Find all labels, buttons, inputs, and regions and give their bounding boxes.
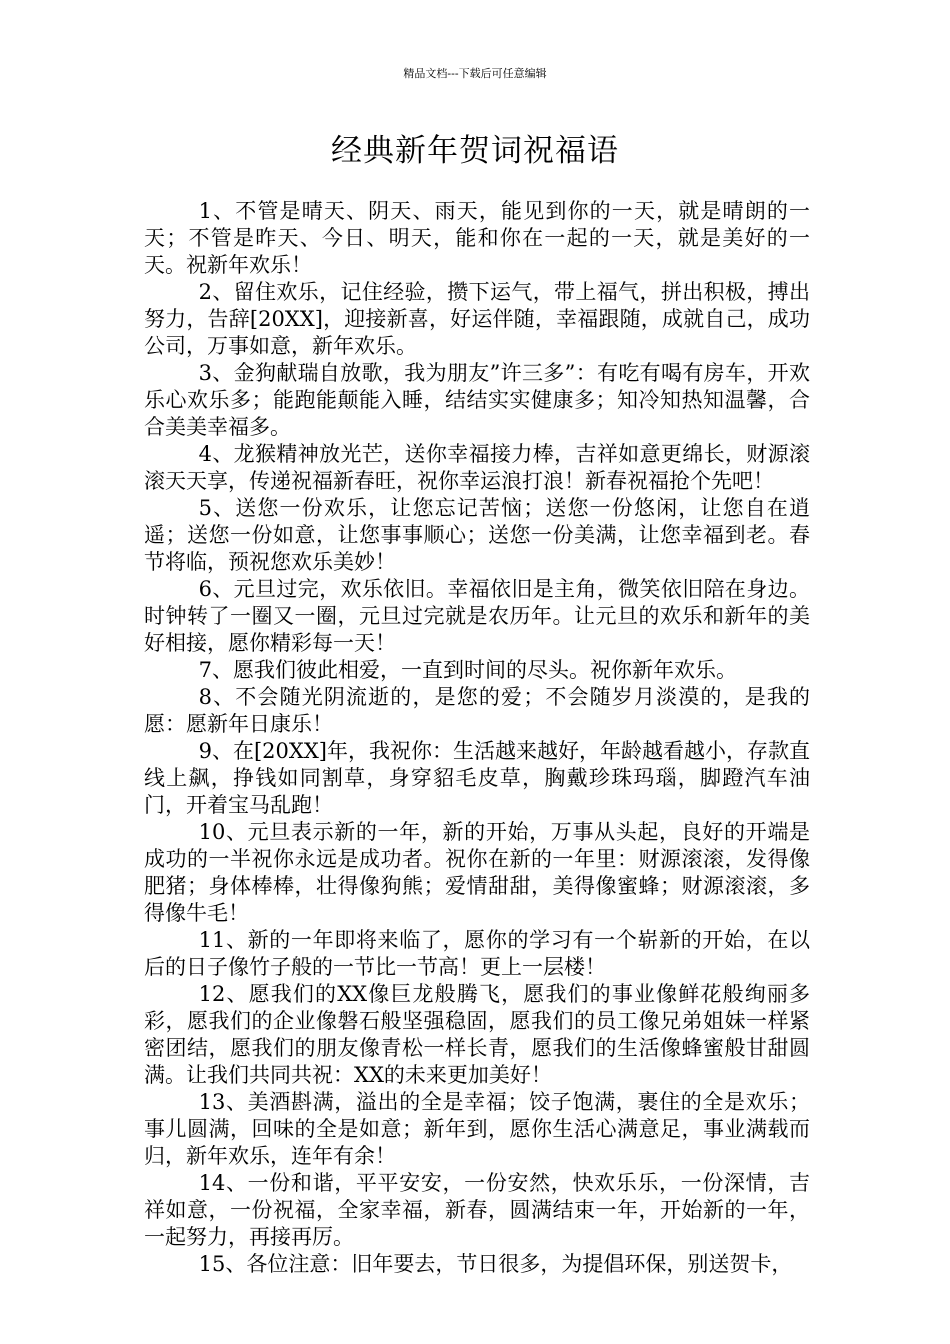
paragraph-5: 5、送您一份欢乐，让您忘记苦恼；送您一份悠闲，让您自在逍遥；送您一份如意，让您事事顺心；送您一份美满，让您幸福到老。春节将临，预祝您欢乐美妙！ — [144, 496, 810, 574]
paragraph-10: 10、元旦表示新的一年，新的开始，万事从头起，良好的开端是成功的一半祝你永远是成功者。祝你在新的一年里：财源滚滚，发得像肥猪；身体棒棒，壮得像狗熊；爱情甜甜，美得像蜜蜂；财源滚滚，多得像牛毛！ — [144, 820, 810, 925]
paragraph-15: 15、各位注意：旧年要去，节日很多，为提倡环保，别送贺卡， — [198, 1252, 793, 1276]
paragraph-12: 12、愿我们的XX像巨龙般腾飞，愿我们的事业像鲜花般绚丽多彩，愿我们的企业像磐石般坚强稳固，愿我们的员工像兄弟姐妹一样紧密团结，愿我们的朋友像青松一样长青，愿我们的生活像蜂蜜般甘甜圆满。让我们共同共祝：XX的未来更加美好！ — [144, 982, 810, 1087]
document-body — [144, 198, 810, 1278]
paragraph-11: 11、新的一年即将来临了，愿你的学习有一个崭新的开始，在以后的日子像竹子般的一节比一节高！更上一层楼！ — [144, 928, 810, 979]
paragraph-7: 7、愿我们彼此相爱，一直到时间的尽头。祝你新年欢乐。 — [198, 658, 737, 682]
document-title: 经典新年贺词祝福语 — [331, 133, 619, 169]
page-header-note: 精品文档---下载后可任意编辑 — [403, 67, 547, 80]
paragraph-2: 2、留住欢乐，记住经验，攒下运气，带上福气，拼出积极，搏出努力，告辞[20XX]，迎接新喜，好运伴随，幸福跟随，成就自己，成功公司，万事如意，新年欢乐。 — [144, 280, 810, 358]
paragraph-13: 13、美酒斟满，溢出的全是幸福；饺子饱满，裹住的全是欢乐；事儿圆满，回味的全是如意；新年到，愿你生活心满意足，事业满载而归，新年欢乐，连年有余！ — [144, 1090, 810, 1168]
paragraph-14: 14、一份和谐，平平安安，一份安然，快欢乐乐，一份深情，吉祥如意，一份祝福，全家幸福，新春，圆满结束一年，开始新的一年，一起努力，再接再厉。 — [144, 1171, 810, 1249]
paragraph-9: 9、在[20XX]年，我祝你：生活越来越好，年龄越看越小，存款直线上飙，挣钱如同割草，身穿貂毛皮草，胸戴珍珠玛瑙，脚蹬汽车油门，开着宝马乱跑！ — [144, 739, 810, 817]
paragraph-3: 3、金狗献瑞自放歌，我为朋友”许三多”：有吃有喝有房车，开欢乐心欢乐多；能跑能颠能入睡，结结实实健康多；知冷知热知温馨，合合美美幸福多。 — [144, 361, 810, 439]
paragraph-4: 4、龙猴精神放光芒，送你幸福接力棒，吉祥如意更绵长，财源滚滚天天享，传递祝福新春旺，祝你幸运浪打浪！新春祝福抢个先吧！ — [144, 442, 810, 493]
paragraph-8: 8、不会随光阴流逝的，是您的爱；不会随岁月淡漠的，是我的愿：愿新年日康乐！ — [144, 685, 810, 736]
paragraph-6: 6、元旦过完，欢乐依旧。幸福依旧是主角，微笑依旧陪在身边。时钟转了一圈又一圈，元旦过完就是农历年。让元旦的欢乐和新年的美好相接，愿你精彩每一天！ — [144, 577, 810, 655]
paragraph-1: 1、不管是晴天、阴天、雨天，能见到你的一天，就是晴朗的一天；不管是昨天、今日、明天，能和你在一起的一天，就是美好的一天。祝新年欢乐！ — [144, 199, 810, 277]
